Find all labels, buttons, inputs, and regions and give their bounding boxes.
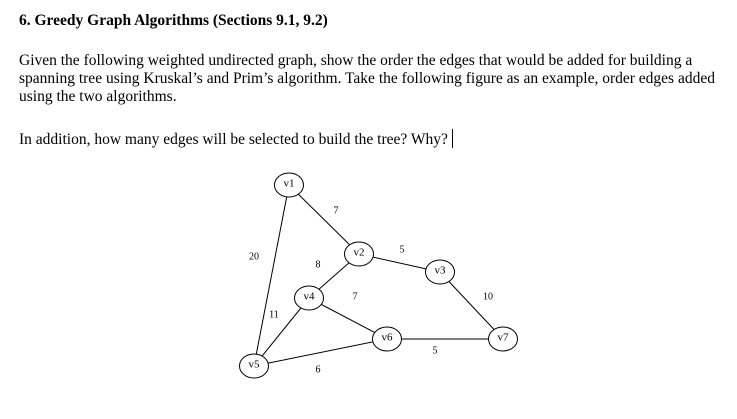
edge-weight-v4-v6: 7 xyxy=(352,291,358,303)
node-v7 xyxy=(489,327,518,351)
node-label-v2: v2 xyxy=(353,246,365,259)
edge-weight-v2-v3: 5 xyxy=(399,244,405,256)
node-v5 xyxy=(240,354,269,378)
node-v1 xyxy=(275,173,304,197)
edge-v3-v7 xyxy=(440,272,503,339)
edge-weight-v6-v7: 5 xyxy=(432,345,438,357)
node-label-v4: v4 xyxy=(303,290,315,303)
edge-weight-v3-v7: 10 xyxy=(483,291,493,303)
node-v3 xyxy=(426,260,455,284)
edge-v1-v5 xyxy=(254,185,289,366)
node-label-v7: v7 xyxy=(497,331,509,344)
section-heading: 6. Greedy Graph Algorithms (Sections 9.1, 9.2) xyxy=(19,12,328,29)
edge-weight-v4-v5: 11 xyxy=(269,309,279,321)
edge-weight-v1-v5: 20 xyxy=(249,251,259,263)
node-label-v3: v3 xyxy=(434,264,446,277)
edge-weight-v1-v2: 7 xyxy=(333,205,339,217)
edge-weight-v2-v4: 8 xyxy=(315,259,321,271)
edge-weight-v5-v6: 6 xyxy=(315,364,321,376)
edge-v1-v2 xyxy=(289,185,359,254)
node-v4 xyxy=(295,286,324,310)
node-label-v1: v1 xyxy=(283,177,295,190)
problem-description: Given the following weighted undirected graph, show the order the edges that would be added for building a spanning tree using Kruskal’s and Prim’s algorithm. Take the following figure as an example, order edges added using the two algorithms. xyxy=(19,52,715,105)
node-label-v5: v5 xyxy=(248,358,260,371)
edge-v5-v6 xyxy=(254,339,387,366)
node-v2 xyxy=(345,242,374,266)
nodes-layer xyxy=(240,173,518,378)
node-v6 xyxy=(373,327,402,351)
question-text: In addition, how many edges will be selected to build the tree? Why? xyxy=(19,131,448,148)
node-label-v6: v6 xyxy=(381,331,393,344)
edge-weights-layer xyxy=(249,205,493,375)
